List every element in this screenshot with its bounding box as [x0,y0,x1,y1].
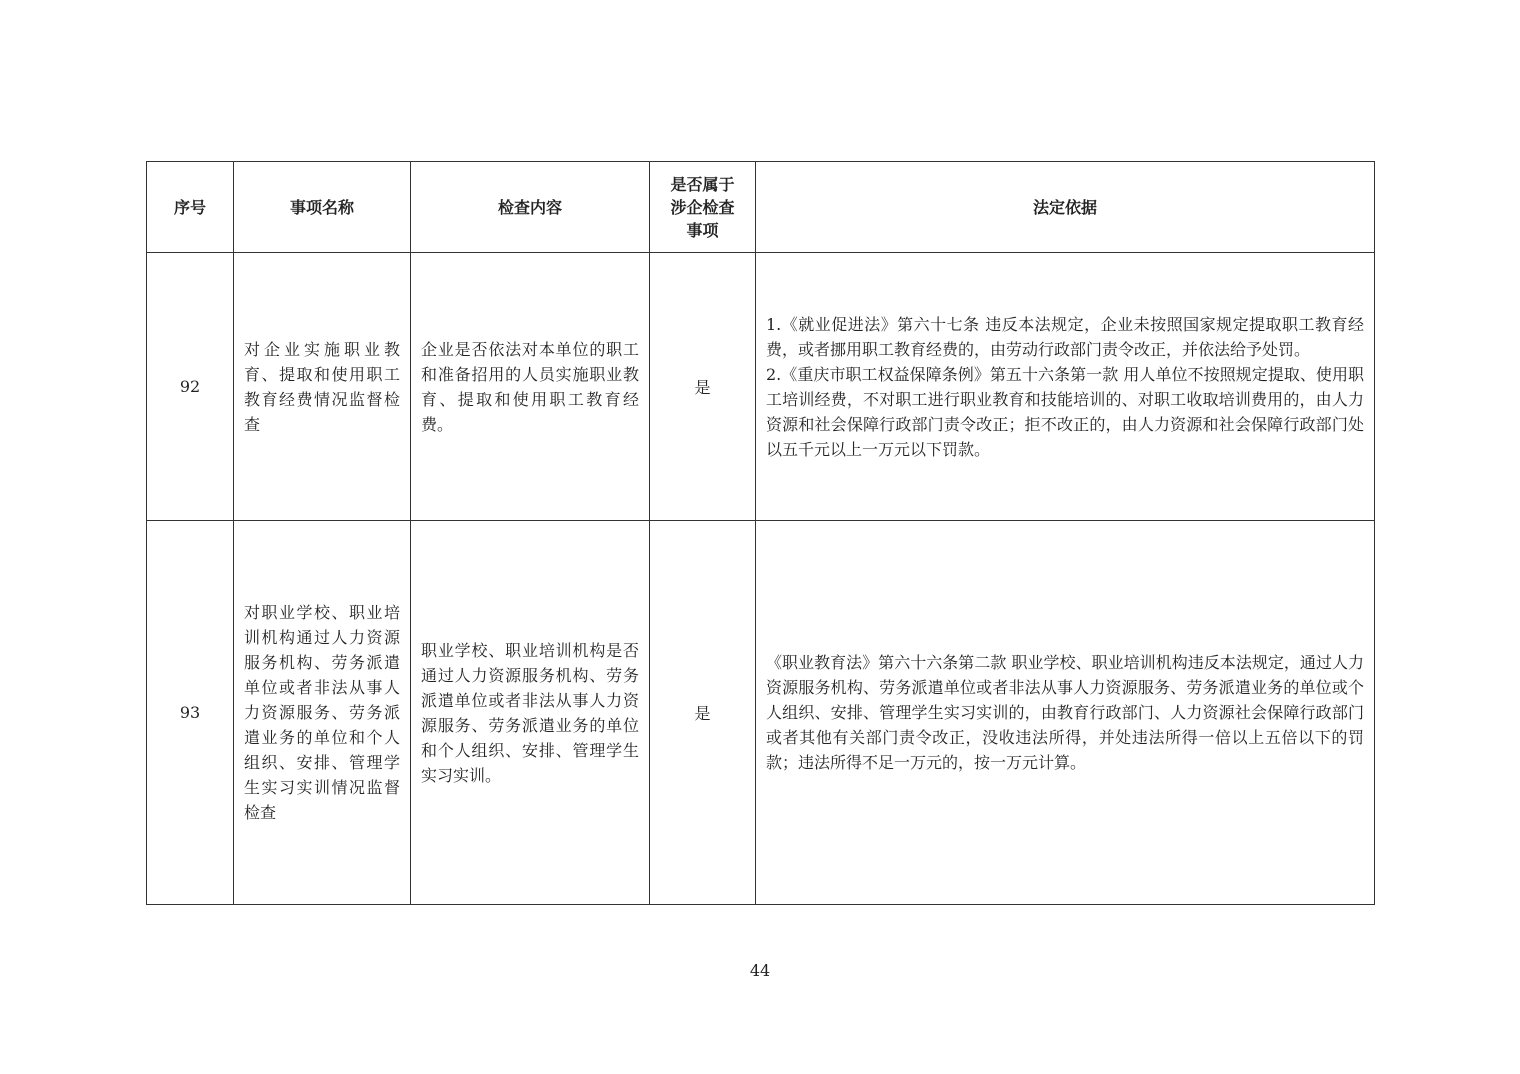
row-enterprise: 是 [650,253,756,521]
row-legal-basis [756,253,1375,521]
header-item-name: 事项名称 [234,162,411,253]
page-number: 44 [749,961,771,980]
row-index: 92 [147,253,234,521]
row-content: 企业是否依法对本单位的职工和准备招用的人员实施职业教育、提取和使用职工教育经费。 [411,253,650,521]
inspection-items-table [146,161,1375,905]
legal-basis-paragraph: 《职业教育法》第六十六条第二款 职业学校、职业培训机构违反本法规定，通过人力资源服务机构、劳务派遣单位或者非法从事人力资源服务、劳务派遣业务的单位或个人组织、安排、管理学生实习实训的，由教育行政部门、人力资源社会保障行政部门或者其他有关部门责令改正，没收违法所得，并处违法所得一倍以上五倍以下的罚款；违法所得不足一万元的，按一万元计算。 [766,653,1364,772]
header-enterprise-line: 涉企检查 [670,197,735,217]
header-enterprise-line: 是否属于 [670,174,735,194]
row-index: 93 [147,521,234,905]
header-legal-basis: 法定依据 [756,162,1375,253]
legal-basis-paragraph: 1.《就业促进法》第六十七条 违反本法规定，企业未按照国家规定提取职工教育经费，或者挪用职工教育经费的，由劳动行政部门责令改正，并依法给予处罚。 [766,314,1364,359]
row-item-name: 对职业学校、职业培训机构通过人力资源服务机构、劳务派遣单位或者非法从事人力资源服务、劳务派遣业务的单位和个人组织、安排、管理学生实习实训情况监督检查 [234,521,411,905]
row-legal-basis [756,521,1375,905]
header-enterprise-line: 事项 [686,220,719,240]
row-enterprise: 是 [650,521,756,905]
legal-basis-paragraph: 2.《重庆市职工权益保障条例》第五十六条第一款 用人单位不按照规定提取、使用职工培训经费，不对职工进行职业教育和技能培训的、对职工收取培训费用的，由人力资源和社会保障行政部门责令改正；拒不改正的，由人力资源和社会保障行政部门处以五千元以上一万元以下罚款。 [766,364,1364,459]
table-row [147,253,1375,521]
header-index: 序号 [147,162,234,253]
header-content: 检查内容 [411,162,650,253]
row-content: 职业学校、职业培训机构是否通过人力资源服务机构、劳务派遣单位或者非法从事人力资源服务、劳务派遣业务的单位和个人组织、安排、管理学生实习实训。 [411,521,650,905]
table-header-row [147,162,1375,253]
table-row [147,521,1375,905]
row-item-name: 对企业实施职业教育、提取和使用职工教育经费情况监督检查 [234,253,411,521]
header-enterprise [650,162,756,253]
